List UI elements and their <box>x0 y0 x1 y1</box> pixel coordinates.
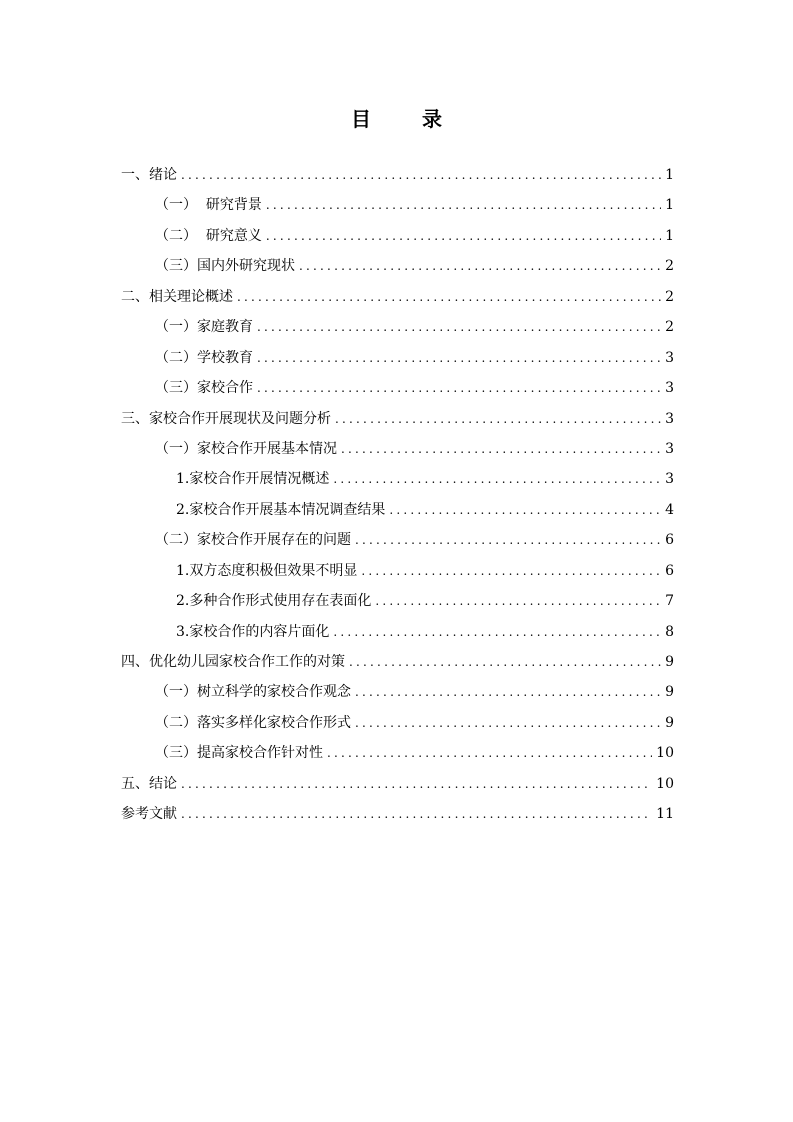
toc-entry[interactable] <box>121 404 674 434</box>
toc-page-number: 3 <box>665 410 674 427</box>
toc-dot-leader <box>257 373 661 403</box>
toc-dot-leader <box>333 617 661 647</box>
toc-entry[interactable] <box>121 160 674 190</box>
toc-entry[interactable] <box>121 708 674 738</box>
toc-dot-leader <box>327 738 652 768</box>
toc-entry[interactable] <box>121 525 674 555</box>
toc-entry-text: 二、相关理论概述 <box>121 288 233 305</box>
toc-page-number: 9 <box>665 654 674 670</box>
toc-entry[interactable] <box>121 738 674 768</box>
toc-entry[interactable] <box>121 282 674 312</box>
toc-entry-text: 三、家校合作开展现状及问题分析 <box>121 410 331 427</box>
toc-page-number: 1 <box>665 227 674 244</box>
toc-page-number: 1 <box>665 197 674 214</box>
toc-entry-text: 2.多种合作形式使用存在表面化 <box>176 593 372 610</box>
toc-entry[interactable] <box>121 799 674 829</box>
toc-dot-leader <box>299 251 661 281</box>
toc-page-number: 6 <box>665 532 674 549</box>
toc-entry-text: （三）国内外研究现状 <box>155 258 295 275</box>
toc-entry-text: （二）家校合作开展存在的问题 <box>155 532 351 549</box>
toc-page-number: 6 <box>665 562 674 579</box>
toc-entry-text: （一） 研究背景 <box>155 197 262 214</box>
toc-dot-leader <box>335 404 661 434</box>
toc-entry[interactable] <box>121 464 674 494</box>
toc-entry-text: （二）落实多样化家校合作形式 <box>155 714 351 731</box>
toc-entry-text: （一）家校合作开展基本情况 <box>155 440 337 457</box>
toc-entry[interactable] <box>121 221 674 251</box>
toc-dot-leader <box>181 769 652 799</box>
toc-entry[interactable] <box>121 251 674 281</box>
toc-entry[interactable] <box>121 677 674 707</box>
toc-entry[interactable] <box>121 586 674 616</box>
toc-page-number: 2 <box>665 258 674 275</box>
toc-dot-leader <box>389 495 661 525</box>
toc-page-number: 3 <box>665 471 674 488</box>
table-of-contents <box>121 160 674 830</box>
toc-entry-text: 参考文献 <box>121 806 177 823</box>
toc-entry-text: 1.双方态度积极但效果不明显 <box>176 562 358 579</box>
toc-page-number: 10 <box>656 745 674 762</box>
toc-title: 目 录 <box>351 107 464 131</box>
toc-page-number: 10 <box>656 775 674 792</box>
toc-page-number: 7 <box>665 593 674 610</box>
toc-dot-leader <box>349 647 661 677</box>
toc-dot-leader <box>266 221 661 251</box>
toc-page-number: 2 <box>665 319 674 336</box>
toc-page-number: 9 <box>665 684 674 701</box>
toc-entry[interactable] <box>121 769 674 799</box>
toc-entry-text: （二）学校教育 <box>155 349 253 366</box>
toc-entry-text: 1.家校合作开展情况概述 <box>176 471 330 488</box>
toc-entry-text: 五、结论 <box>121 775 177 792</box>
toc-entry[interactable] <box>121 434 674 464</box>
toc-dot-leader <box>375 586 661 616</box>
toc-dot-leader <box>355 525 661 555</box>
toc-entry-text: （二） 研究意义 <box>155 227 262 244</box>
toc-entry-text: （一）家庭教育 <box>155 319 253 336</box>
toc-page-number: 9 <box>665 714 674 731</box>
toc-entry-text: （一）树立科学的家校合作观念 <box>155 684 351 701</box>
toc-page-number: 8 <box>665 623 674 640</box>
toc-page-number: 3 <box>665 380 674 397</box>
toc-entry-text: 四、优化幼儿园家校合作工作的对策 <box>121 654 345 670</box>
toc-dot-leader <box>361 556 661 586</box>
toc-entry[interactable] <box>121 617 674 647</box>
toc-dot-leader <box>355 677 661 707</box>
toc-entry[interactable] <box>121 647 674 677</box>
toc-entry-text: （三）家校合作 <box>155 380 253 397</box>
toc-page-number: 1 <box>665 167 674 183</box>
toc-entry[interactable] <box>121 190 674 220</box>
toc-entry-text: 2.家校合作开展基本情况调查结果 <box>176 501 386 518</box>
toc-entry-text: 3.家校合作的内容片面化 <box>176 623 330 640</box>
toc-entry[interactable] <box>121 556 674 586</box>
toc-page-number: 4 <box>665 501 674 518</box>
toc-page-number: 3 <box>665 349 674 366</box>
toc-dot-leader <box>341 434 661 464</box>
toc-entry[interactable] <box>121 373 674 403</box>
toc-dot-leader <box>333 464 661 494</box>
toc-entry[interactable] <box>121 343 674 373</box>
toc-entry-text: 一、绪论 <box>121 167 177 183</box>
toc-page-number: 11 <box>656 806 674 823</box>
toc-dot-leader <box>257 312 661 342</box>
toc-dot-leader <box>237 282 661 312</box>
toc-page-number: 2 <box>665 288 674 305</box>
toc-page-number: 3 <box>665 440 674 457</box>
toc-dot-leader <box>181 160 661 190</box>
toc-dot-leader <box>181 799 652 829</box>
toc-dot-leader <box>266 190 661 220</box>
toc-entry[interactable] <box>121 312 674 342</box>
toc-dot-leader <box>355 708 661 738</box>
toc-dot-leader <box>257 343 661 373</box>
toc-entry[interactable] <box>121 495 674 525</box>
toc-entry-text: （三）提高家校合作针对性 <box>155 745 323 762</box>
